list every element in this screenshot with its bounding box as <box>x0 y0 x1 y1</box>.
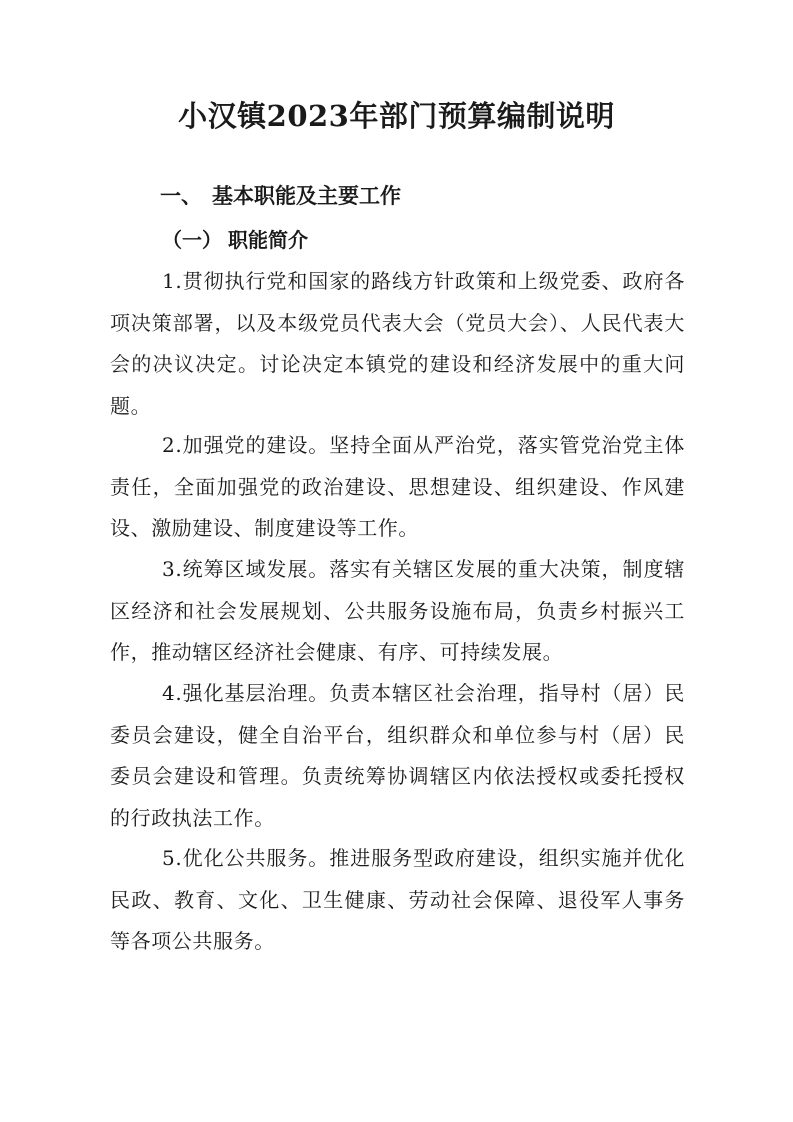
subsection-title: 职能简介 <box>228 228 308 252</box>
paragraph-4: 4.强化基层治理。负责本辖区社会治理，指导村（居）民委员会建设，健全自治平台，组织群众和单位参与村（居）民委员会建设和管理。负责统筹协调辖区内依法授权或委托授权的行政执法工作。 <box>110 681 685 830</box>
paragraph-3: 3.统筹区域发展。落实有关辖区发展的重大决策，制度辖区经济和社会发展规划、公共服务设施布局，负责乡村振兴工作，推动辖区经济社会健康、有序、可持续发展。 <box>110 557 685 664</box>
paragraph-2: 2.加强党的建设。坚持全面从严治党，落实管党治党主体责任，全面加强党的政治建设、思想建设、组织建设、作风建设、激励建设、制度建设等工作。 <box>110 433 685 540</box>
section-title: 基本职能及主要工作 <box>212 184 401 208</box>
subsection-heading <box>162 224 308 256</box>
section-number: 一、 <box>160 184 202 208</box>
section-heading <box>160 180 401 212</box>
paragraph-1: 1.贯彻执行党和国家的路线方针政策和上级党委、政府各项决策部署，以及本级党员代表大会（党员大会）、人民代表大会的决议决定。讨论决定本镇党的建设和经济发展中的重大问题。 <box>110 269 685 418</box>
subsection-number: （一） <box>162 228 222 252</box>
document-title: 小汉镇2023年部门预算编制说明 <box>178 99 615 133</box>
paragraph-5: 5.优化公共服务。推进服务型政府建设，组织实施并优化民政、教育、文化、卫生健康、劳动社会保障、退役军人事务等各项公共服务。 <box>110 846 685 953</box>
